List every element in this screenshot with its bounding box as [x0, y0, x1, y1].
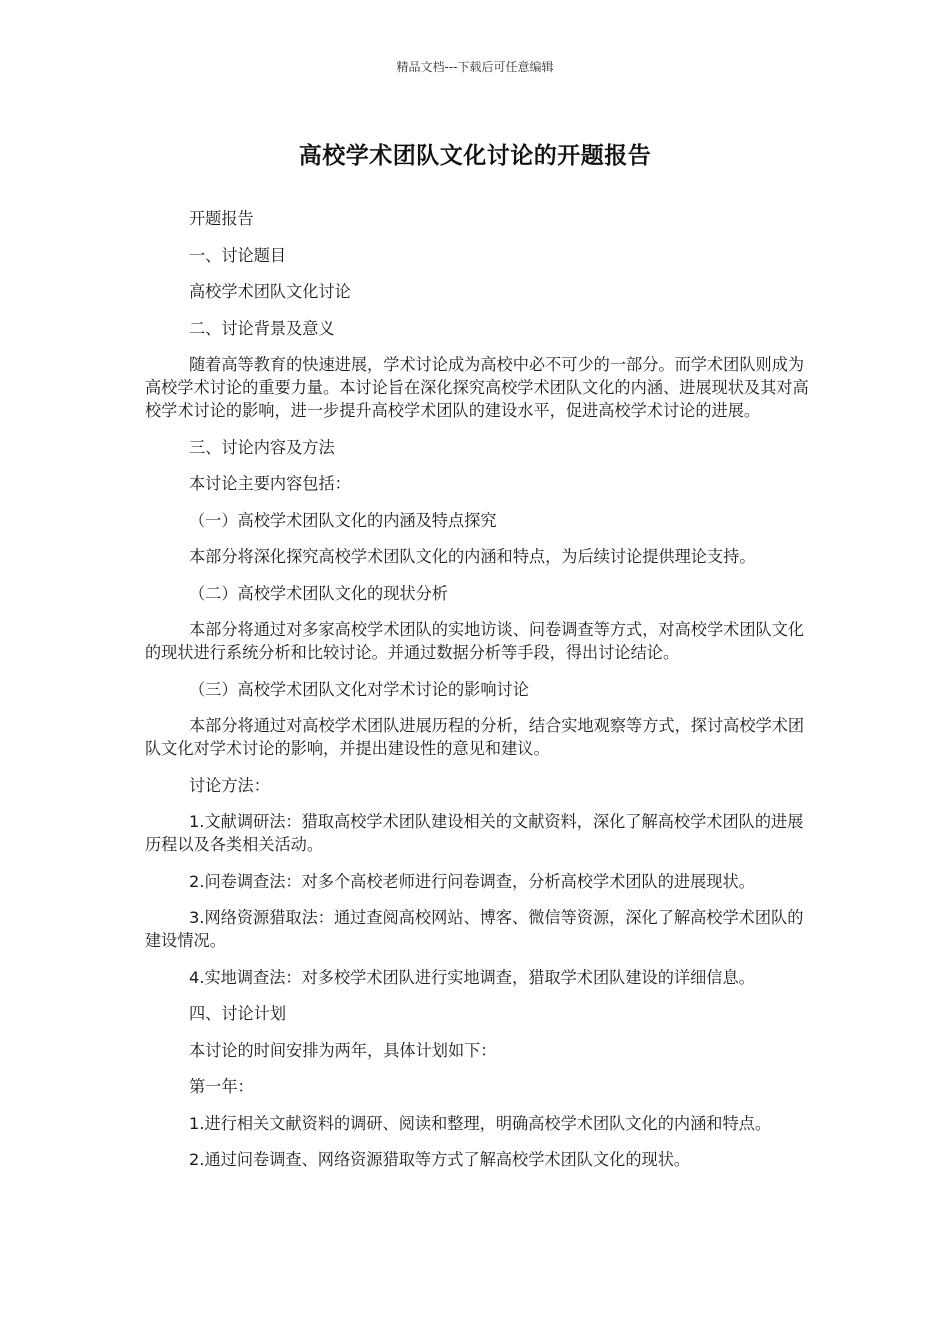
list-item: 2.通过问卷调查、网络资源猎取等方式了解高校学术团队文化的现状。 — [189, 1150, 691, 1169]
paragraph: 本讨论主要内容包括： — [189, 474, 351, 493]
paragraph: 本讨论的时间安排为两年，具体计划如下： — [189, 1040, 497, 1060]
paragraph: 本部分将深化探究高校学术团队文化的内涵和特点，为后续讨论提供理论支持。 — [189, 547, 756, 566]
subsection-heading: （二）高校学术团队文化的现状分析 — [189, 583, 448, 603]
list-item: 2.问卷调查法：对多个高校老师进行问卷调查，分析高校学术团队的进展现状。 — [189, 871, 755, 891]
list-item: 1.进行相关文献资料的调研、阅读和整理，明确高校学术团队文化的内涵和特点。 — [189, 1113, 772, 1133]
list-item: 4.实地调查法：对多校学术团队进行实地调查，猎取学术团队建设的详细信息。 — [189, 967, 755, 987]
section-heading: 二、讨论背景及意义 — [189, 318, 335, 338]
paragraph: 本部分将通过对高校学术团队进展历程的分析，结合实地观察等方式，探讨高校学术团队文化对学术讨论的影响，并提出建设性的意见和建议。 — [145, 716, 805, 758]
list-item: 3.网络资源猎取法：通过查阅高校网站、博客、微信等资源，深化了解高校学术团队的建设情况。 — [145, 908, 804, 950]
paragraph: 随着高等教育的快速进展，学术讨论成为高校中必不可少的一部分。而学术团队则成为高校学术讨论的重要力量。本讨论旨在深化探究高校学术团队文化的内涵、进展现状及其对高校学术讨论的影响，进一步提升高校学术团队的建设水平，促进高校学术讨论的进展。 — [145, 355, 809, 420]
page-header: 精品文档---下载后可任意编辑 — [396, 60, 554, 74]
document-title: 高校学术团队文化讨论的开题报告 — [298, 143, 652, 169]
paragraph: 开题报告 — [189, 209, 254, 228]
section-heading: 三、讨论内容及方法 — [189, 437, 335, 457]
section-heading: 一、讨论题目 — [189, 245, 287, 265]
list-item: 1.文献调研法：猎取高校学术团队建设相关的文献资料，深化了解高校学术团队的进展历程以及各类相关活动。 — [145, 812, 804, 854]
section-heading: 四、讨论计划 — [189, 1004, 287, 1023]
subsection-heading: （一）高校学术团队文化的内涵及特点探究 — [189, 510, 497, 530]
paragraph: 第一年： — [189, 1077, 254, 1096]
paragraph: 讨论方法： — [189, 775, 270, 795]
subsection-heading: （三）高校学术团队文化对学术讨论的影响讨论 — [189, 679, 529, 699]
paragraph: 本部分将通过对多家高校学术团队的实地访谈、问卷调查等方式，对高校学术团队文化的现状进行系统分析和比较讨论。并通过数据分析等手段，得出讨论结论。 — [145, 620, 805, 662]
document-body — [145, 207, 810, 1185]
paragraph: 高校学术团队文化讨论 — [189, 282, 351, 301]
